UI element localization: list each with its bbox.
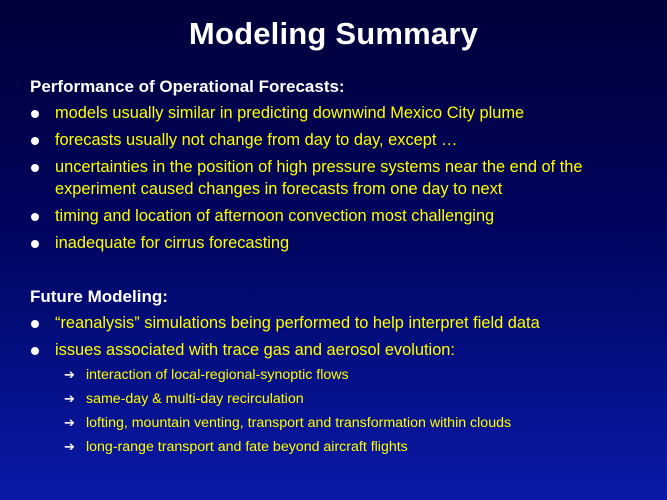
list-item: forecasts usually not change from day to day, except … xyxy=(30,129,660,151)
round-bullet-icon xyxy=(31,137,39,145)
list-item: ➔ long-range transport and fate beyond aircraft flights xyxy=(64,435,654,459)
round-bullet-icon xyxy=(31,347,39,355)
list-item: issues associated with trace gas and aerosol evolution: xyxy=(30,339,660,361)
arrow-right-icon: ➔ xyxy=(64,391,75,406)
list-item: timing and location of afternoon convection most challenging xyxy=(30,205,660,227)
round-bullet-icon xyxy=(31,164,39,172)
performance-bullet-list xyxy=(30,102,660,254)
section-heading-future: Future Modeling: xyxy=(30,287,168,306)
list-item: ➔ interaction of local-regional-synoptic flows xyxy=(64,363,654,387)
list-item: uncertainties in the position of high pressure systems near the end of the experiment caused changes in forecasts from one day to next xyxy=(30,156,660,200)
list-item: models usually similar in predicting downwind Mexico City plume xyxy=(30,102,660,124)
arrow-right-icon: ➔ xyxy=(64,415,75,430)
round-bullet-icon xyxy=(31,240,39,248)
arrow-right-icon: ➔ xyxy=(64,367,75,382)
round-bullet-icon xyxy=(31,320,39,328)
list-item: ➔ lofting, mountain venting, transport and transformation within clouds xyxy=(64,411,654,435)
arrow-right-icon: ➔ xyxy=(64,439,75,454)
section-heading-performance: Performance of Operational Forecasts: xyxy=(30,77,345,96)
slide-title: Modeling Summary xyxy=(188,16,479,51)
list-item: inadequate for cirrus forecasting xyxy=(30,232,660,254)
list-item: ➔ same-day & multi-day recirculation xyxy=(64,387,654,411)
future-sub-bullet-list xyxy=(64,363,654,459)
round-bullet-icon xyxy=(31,213,39,221)
round-bullet-icon xyxy=(31,110,39,118)
future-bullet-list xyxy=(30,312,660,361)
list-item: “reanalysis” simulations being performed to help interpret field data xyxy=(30,312,660,334)
